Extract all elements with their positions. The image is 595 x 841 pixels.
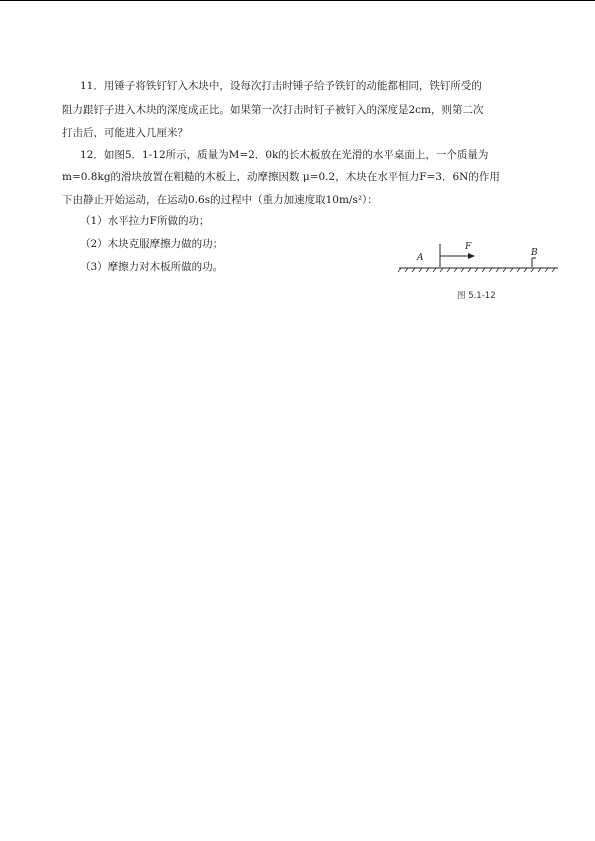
q11-line-1: 11．用锤子将铁钉钉入木块中，设每次打击时锤子给予铁钉的动能都相同，铁钉所受的 (80, 80, 482, 92)
q12-subquestion-3: （3）摩擦力对木板所做的功。 (80, 261, 224, 273)
q12-subquestion-1: （1）水平拉力F所做的功； (80, 215, 210, 227)
figure-diagram (395, 236, 565, 286)
label-f: F (465, 242, 472, 252)
q11-line-2: 阻力跟钉子进入木块的深度成正比。如果第一次打击时钉子被钉入的深度是2cm，则第二次 (62, 104, 484, 116)
q12-line-3: 下由静止开始运动，在运动0.6s的过程中（重力加速度取10m/s²）： (62, 194, 378, 206)
q11-line-3: 打击后，可能进入几厘米？ (62, 127, 188, 139)
q12-line-2: m=0.8kg的滑块放置在粗糙的木板上，动摩擦因数 μ=0.2，木块在水平恒力F=3．6N的作用 (62, 171, 500, 183)
page-top-rule (0, 0, 595, 1)
q12-subquestion-2: （2）木块克服摩擦力做的功； (80, 238, 224, 250)
force-arrow-head (468, 253, 475, 259)
table-hatching (398, 268, 555, 272)
q12-line-1: 12．如图5．1-12所示，质量为M=2．0k的长木板放在光滑的水平桌面上，一个质量为 (80, 149, 489, 161)
figure-5-1-12 (395, 236, 565, 302)
label-a: A (417, 253, 424, 263)
label-b: B (531, 248, 538, 258)
figure-caption: 图 5.1-12 (457, 291, 496, 301)
